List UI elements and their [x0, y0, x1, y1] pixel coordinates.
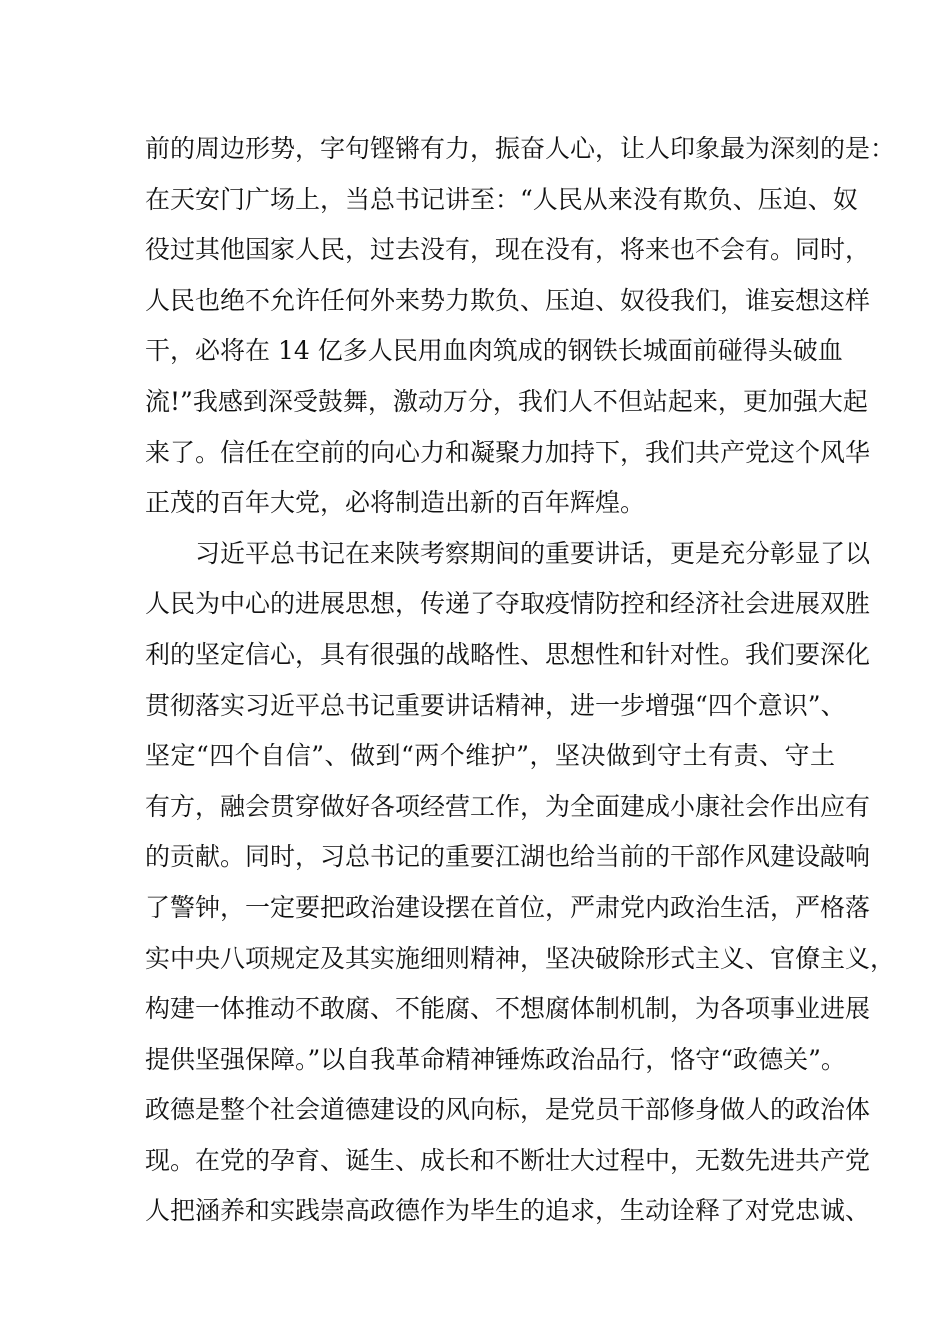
text-line: 役过其他国家人民，过去没有，现在没有，将来也不会有。同时，: [145, 235, 871, 265]
text-line: 人民为中心的进展思想，传递了夺取疫情防控和经济社会进展双胜: [145, 589, 871, 619]
paragraph-2: [145, 529, 896, 1237]
text-line: 的贡献。同时，习总书记的重要江湖也给当前的干部作风建设敲响: [145, 842, 871, 872]
text-line: 现。在党的孕育、诞生、成长和不断壮大过程中，无数先进共产党: [145, 1145, 871, 1175]
text-line: 流!”我感到深受鼓舞，激动万分，我们人不但站起来，更加强大起: [145, 386, 868, 416]
text-line: 了警钟，一定要把政治建设摆在首位，严肃党内政治生活，严格落: [145, 892, 871, 922]
body-text: [145, 124, 896, 1237]
text-line: 提供坚强保障。”以自我革命精神锤炼政治品行，恪守“政德关”。: [145, 1044, 846, 1074]
text-line: 利的坚定信心，具有很强的战略性、思想性和针对性。我们要深化: [145, 639, 871, 669]
text-line: 习近平总书记在来陕考察期间的重要讲话，更是充分彰显了以: [195, 538, 871, 568]
text-line: 来了。信任在空前的向心力和凝聚力加持下，我们共产党这个风华: [145, 437, 871, 467]
text-line: 干，必将在 14 亿多人民用血肉筑成的钢铁长城面前碰得头破血: [145, 336, 843, 366]
text-line: 正茂的百年大党，必将制造出新的百年辉煌。: [145, 488, 646, 518]
text-line: 在天安门广场上，当总书记讲至：“人民从来没有欺负、压迫、奴: [145, 184, 858, 214]
text-line: 人民也绝不允许任何外来势力欺负、压迫、奴役我们，谁妄想这样: [145, 285, 871, 315]
text-line: 人把涵养和实践崇高政德作为毕生的追求，生动诠释了对党忠诚、: [145, 1196, 871, 1226]
text-line: 构建一体推动不敢腐、不能腐、不想腐体制机制，为各项事业进展: [145, 994, 871, 1024]
text-line: 坚定“四个自信”、做到“两个维护”，坚决做到守土有责、守土: [145, 741, 835, 771]
text-line: 政德是整个社会道德建设的风向标，是党员干部修身做人的政治体: [145, 1095, 871, 1125]
paragraph-1: [145, 124, 896, 529]
text-line: 实中央八项规定及其实施细则精神，坚决破除形式主义、官僚主义，: [145, 943, 896, 973]
text-line: 前的周边形势，字句铿锵有力，振奋人心，让人印象最为深刻的是：: [145, 134, 896, 163]
text-line: 贯彻落实习近平总书记重要讲话精神，进一步增强“四个意识”、: [145, 690, 846, 720]
text-line: 有方，融会贯穿做好各项经营工作，为全面建成小康社会作出应有: [145, 791, 871, 821]
